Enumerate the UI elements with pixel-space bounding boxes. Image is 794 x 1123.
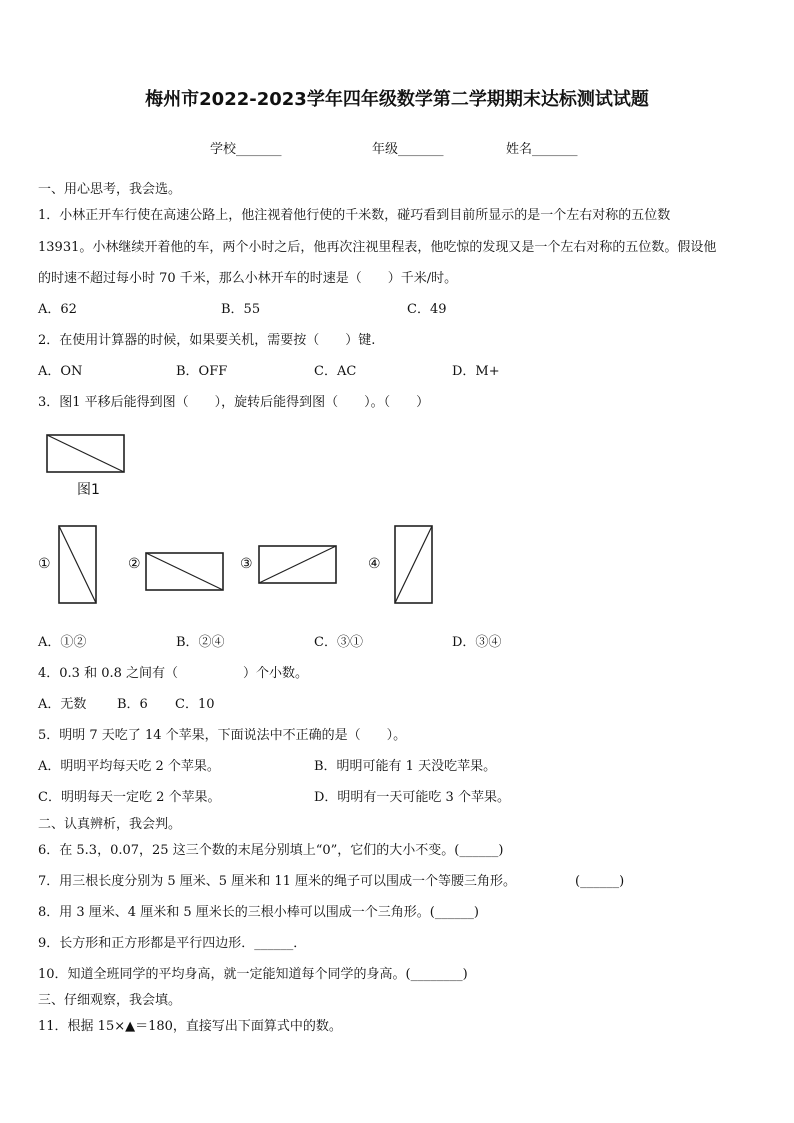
q2-option-d[interactable]: D．M+ [452,364,500,379]
q3-option-a[interactable]: A．①② [38,635,87,650]
section-2-heading: 二、认真辨析，我会判。 [38,817,182,832]
q4-text: 4．0.3 和 0.8 之间有（ ）个小数。 [38,666,309,681]
q2-option-b[interactable]: B．OFF [176,364,228,379]
q7-text: 7．用三根长度分别为 5 厘米、5 厘米和 11 厘米的绳子可以围成一个等腰三角形。 [38,874,517,889]
q10-text: 10．知道全班同学的平均身高，就一定能知道每个同学的身高。(________) [38,967,468,982]
q11-text: 11．根据 15×▲＝180，直接写出下面算式中的数。 [38,1019,342,1034]
section-3-heading: 三、仔细观察，我会填。 [38,993,182,1008]
figure-label-1: ① [38,556,51,572]
grade-field[interactable]: 年级_______ [372,142,444,157]
q2-text: 2．在使用计算器的时候，如果要关机，需要按（ ）键. [38,333,376,348]
q7-answer-blank[interactable]: (______) [575,874,625,889]
q6-text: 6．在 5.3，0.07，25 这三个数的末尾分别填上“0”，它们的大小不变。(______) [38,843,504,858]
figure-label-3: ③ [240,556,253,572]
q5-text: 5．明明 7 天吃了 14 个苹果，下面说法中不正确的是（ ）。 [38,728,407,743]
figure-option-3 [258,545,338,585]
q8-text: 8．用 3 厘米、4 厘米和 5 厘米长的三根小棒可以围成一个三角形。(______) [38,905,479,920]
page-title: 梅州市2022-2023学年四年级数学第二学期期末达标测试试题 [145,89,649,110]
q2-option-c[interactable]: C．AC [314,364,357,379]
figure-option-1 [58,525,98,605]
q5-option-d[interactable]: D．明明有一天可能吃 3 个苹果。 [314,790,510,805]
q1-option-b[interactable]: B．55 [221,302,261,317]
q5-option-c[interactable]: C．明明每天一定吃 2 个苹果。 [38,790,221,805]
q1-option-a[interactable]: A．62 [38,302,77,317]
q3-option-c[interactable]: C．③① [314,635,363,650]
q5-option-b[interactable]: B．明明可能有 1 天没吃苹果。 [314,759,497,774]
figure-label-4: ④ [368,556,381,572]
q3-option-d[interactable]: D．③④ [452,635,502,650]
q5-option-a[interactable]: A．明明平均每天吃 2 个苹果。 [38,759,220,774]
q4-option-c[interactable]: C．10 [175,697,215,712]
figure-1-rectangle [46,434,126,474]
figure-option-2 [145,552,225,592]
q1-line-1: 1．小林正开车行使在高速公路上，他注视着他行使的千米数，碰巧看到目前所显示的是一个左右对称的五位数 [38,208,671,223]
q3-option-b[interactable]: B．②④ [176,635,225,650]
q1-option-c[interactable]: C．49 [407,302,447,317]
figure-1-caption: 图1 [77,482,100,498]
q4-option-a[interactable]: A．无数 [38,697,87,712]
school-field[interactable]: 学校_______ [210,142,282,157]
q2-option-a[interactable]: A．ON [38,364,83,379]
figure-label-2: ② [128,556,141,572]
section-1-heading: 一、用心思考，我会选。 [38,182,182,197]
q4-option-b[interactable]: B．6 [117,697,148,712]
q1-line-2: 13931。小林继续开着他的车，两个小时之后，他再次注视里程表，他吃惊的发现又是一个左右对称的五位数。假设他 [38,240,717,255]
name-field[interactable]: 姓名_______ [506,142,578,157]
q1-line-3: 的时速不超过每小时 70 千米，那么小林开车的时速是（ ）千米/时。 [38,271,458,286]
figure-option-4 [394,525,434,605]
q9-text: 9．长方形和正方形都是平行四边形．______． [38,936,307,951]
q3-text: 3．图1 平移后能得到图（ ），旋转后能得到图（ ）。（ ） [38,395,430,410]
